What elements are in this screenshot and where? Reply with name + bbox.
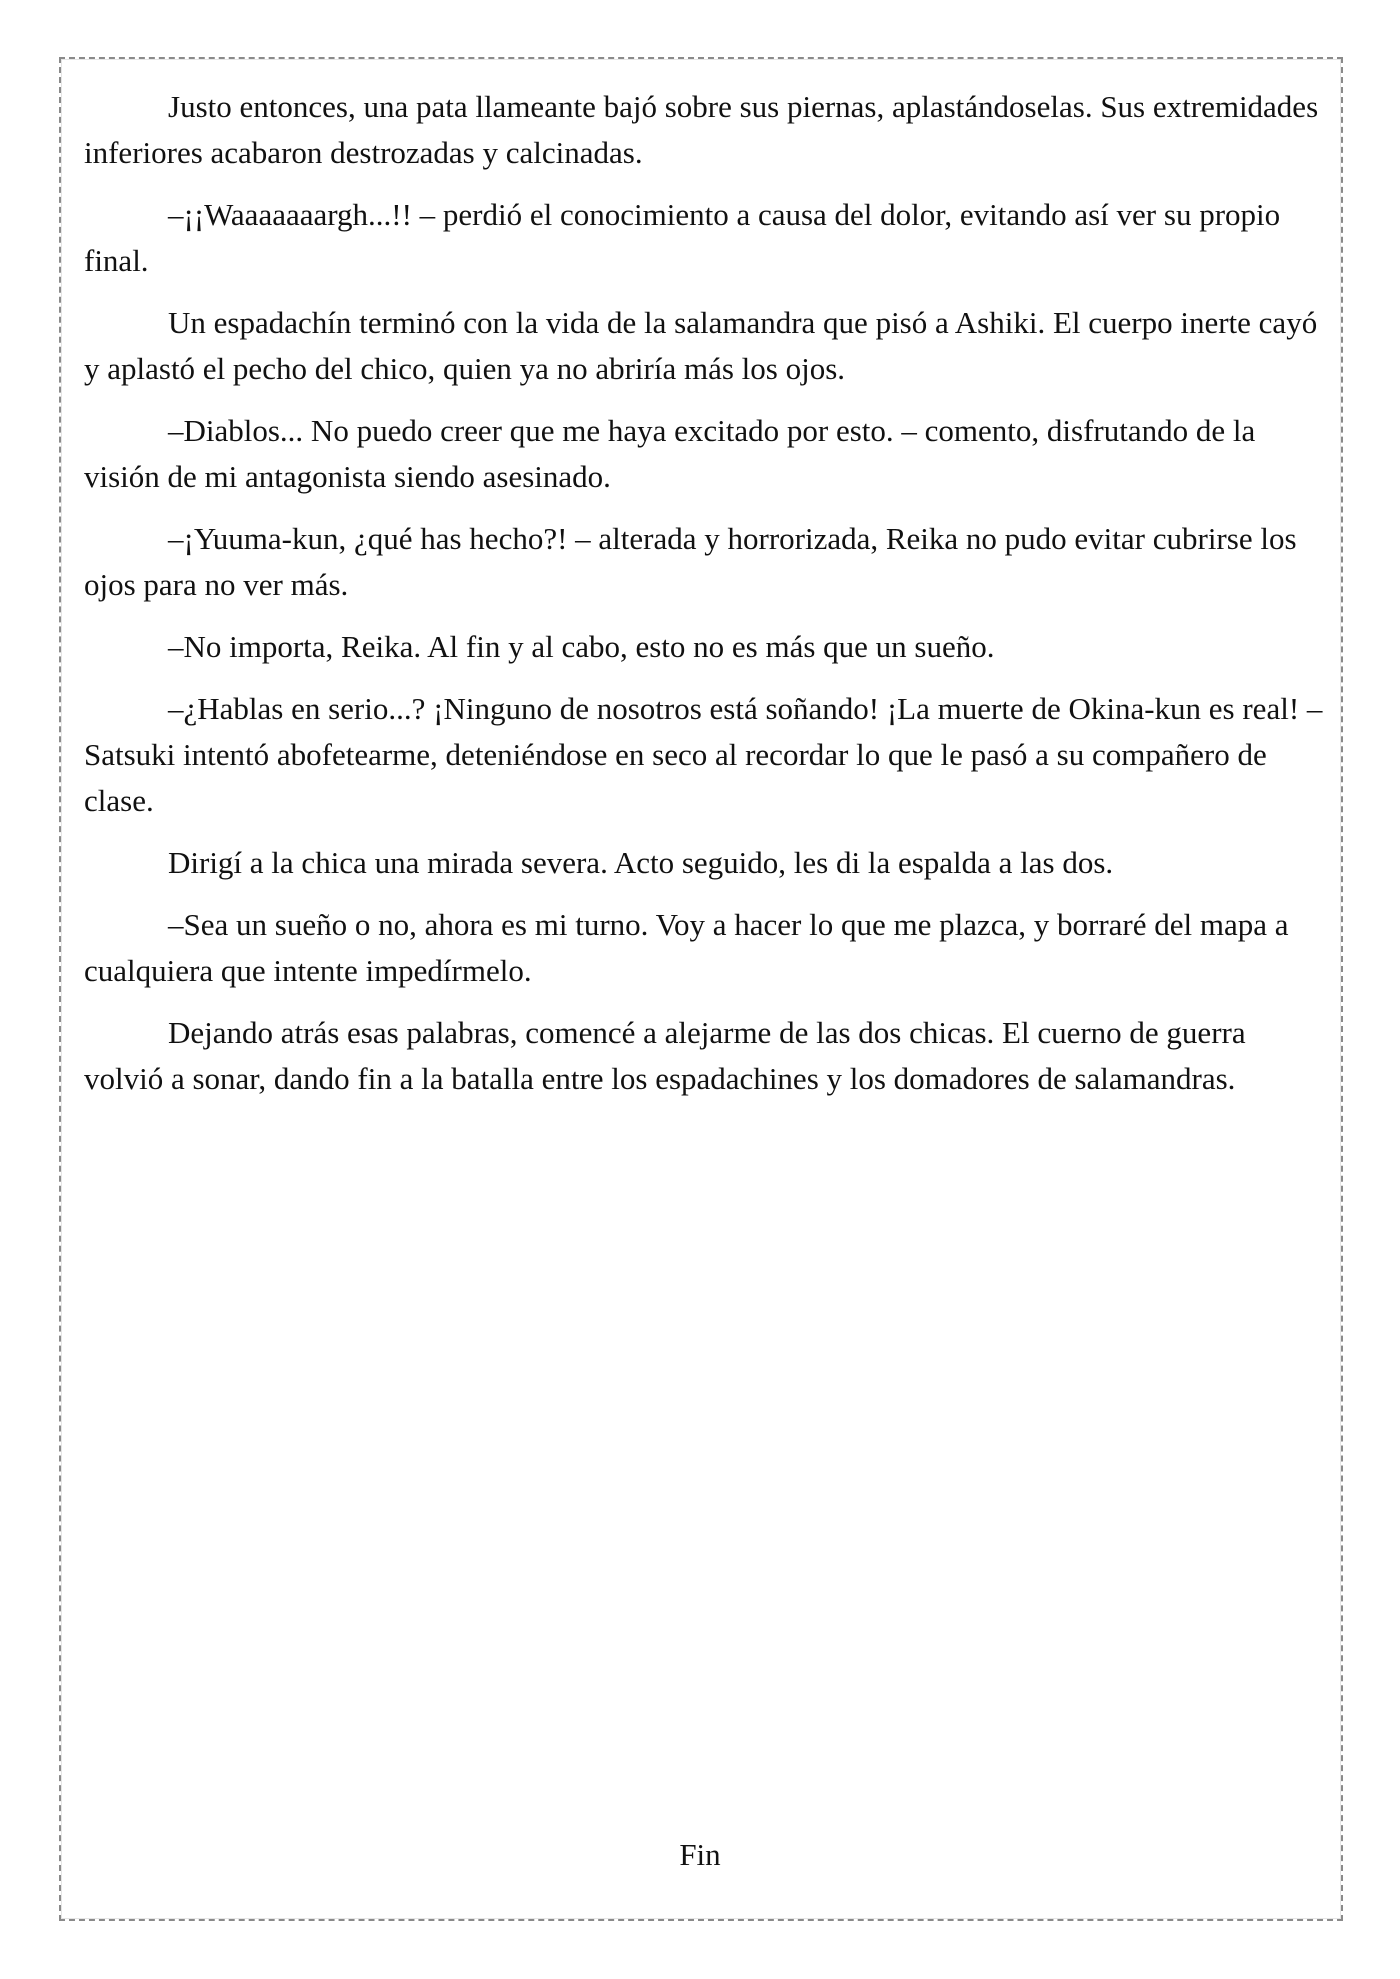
paragraph: –No importa, Reika. Al fin y al cabo, esto no es más que un sueño. <box>168 629 995 664</box>
closing-text: Fin <box>679 1837 721 1872</box>
paragraph: –Sea un sueño o no, ahora es mi turno. Voy a hacer lo que me plazca, y borraré del mapa a cualquiera que intente impedírmelo. <box>84 907 1289 988</box>
paragraph: Un espadachín terminó con la vida de la salamandra que pisó a Ashiki. El cuerpo inerte cayó y aplastó el pecho del chico, quien ya no abriría más los ojos. <box>84 305 1318 386</box>
paragraph: Dirigí a la chica una mirada severa. Acto seguido, les di la espalda a las dos. <box>168 845 1114 880</box>
paragraph: –Diablos... No puedo creer que me haya excitado por esto. – comento, disfrutando de la visión de mi antagonista siendo asesinado. <box>84 413 1256 494</box>
paragraph: –¡Yuuma-kun, ¿qué has hecho?! – alterada y horrorizada, Reika no pudo evitar cubrirse los ojos para no ver más. <box>84 521 1297 602</box>
paragraph: Justo entonces, una pata llameante bajó sobre sus piernas, aplastándoselas. Sus extremidades inferiores acabaron destrozadas y calcinadas. <box>84 89 1319 170</box>
paragraph: –¡¡Waaaaaaargh...!! – perdió el conocimiento a causa del dolor, evitando así ver su propio final. <box>84 197 1281 278</box>
paragraph: –¿Hablas en serio...? ¡Ninguno de nosotros está soñando! ¡La muerte de Okina-kun es real! – Satsuki intentó abofetearme, deteniéndose en seco al recordar lo que le pasó a su compañero de clase. <box>84 691 1323 818</box>
document-body <box>84 84 1324 1118</box>
paragraph: Dejando atrás esas palabras, comencé a alejarme de las dos chicas. El cuerno de guerra volvió a sonar, dando fin a la batalla entre los espadachines y los domadores de salamandras. <box>84 1015 1246 1096</box>
